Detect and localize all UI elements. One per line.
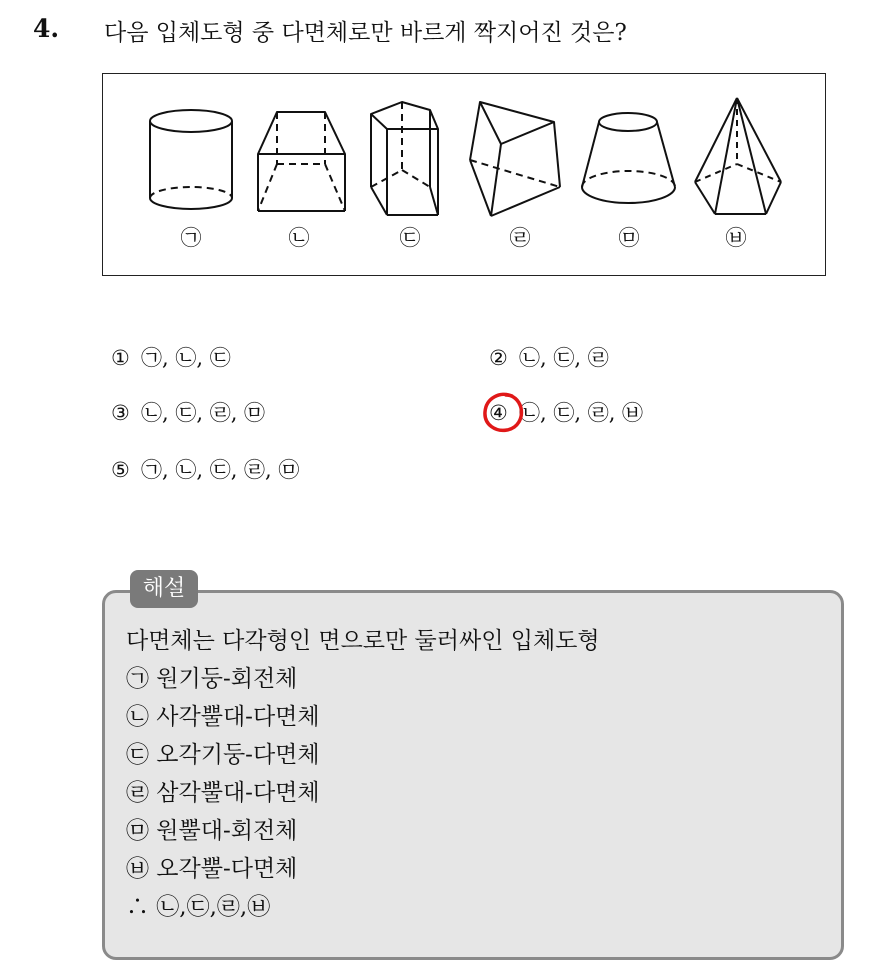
choice-3[interactable] [111,397,265,427]
question-number: 4. [33,14,60,43]
choice-number: ② [489,346,508,370]
solution-badge: 해설 [130,570,198,608]
figure-label-5: ㉤ [618,226,640,250]
choice-text: ㉠, ㉡, ㉢, ㉣, ㉤ [141,458,300,482]
choice-number: ④ [489,401,508,425]
pentagonal-pyramid-figure [695,98,781,214]
pentagonal-prism-figure [371,102,438,215]
cone-frustum-figure [582,113,675,203]
square-frustum-figure [258,112,345,211]
choice-text: ㉡, ㉢, ㉣ [519,346,609,370]
solution-line: ㉤ 원뿔대-회전체 [126,818,298,844]
choice-text: ㉠, ㉡, ㉢ [141,346,231,370]
solution-line: ㉠ 원기둥-회전체 [126,666,298,692]
solution-line: ∴ ㉡,㉢,㉣,㉥ [126,894,271,920]
choice-5[interactable] [111,454,299,484]
cylinder-figure [150,110,232,209]
figure-label-2: ㉡ [288,226,310,250]
solution-line: 다면체는 다각형인 면으로만 둘러싸인 입체도형 [126,628,600,654]
solution-line: ㉢ 오각기둥-다면체 [126,742,320,768]
choice-2[interactable] [489,342,609,372]
solution-line: ㉣ 삼각뿔대-다면체 [126,780,320,806]
solution-line: ㉡ 사각뿔대-다면체 [126,704,320,730]
figure-label-6: ㉥ [725,226,747,250]
figure-box [102,73,826,276]
solution-line: ㉥ 오각뿔-다면체 [126,856,298,882]
question-text: 다음 입체도형 중 다면체로만 바르게 짝지어진 것은? [104,20,627,46]
choice-1[interactable] [111,342,231,372]
choice-text: ㉡, ㉢, ㉣, ㉥ [519,401,644,425]
triangular-frustum-figure [470,102,560,216]
figure-label-3: ㉢ [399,226,421,250]
answer-mark-circle [478,388,528,438]
choice-number: ⑤ [111,458,130,482]
solution-lines [126,622,600,926]
choice-text: ㉡, ㉢, ㉣, ㉤ [141,401,266,425]
figure-label-4: ㉣ [509,226,531,250]
choice-number: ① [111,346,130,370]
figure-label-1: ㉠ [180,226,202,250]
choice-number: ③ [111,401,130,425]
